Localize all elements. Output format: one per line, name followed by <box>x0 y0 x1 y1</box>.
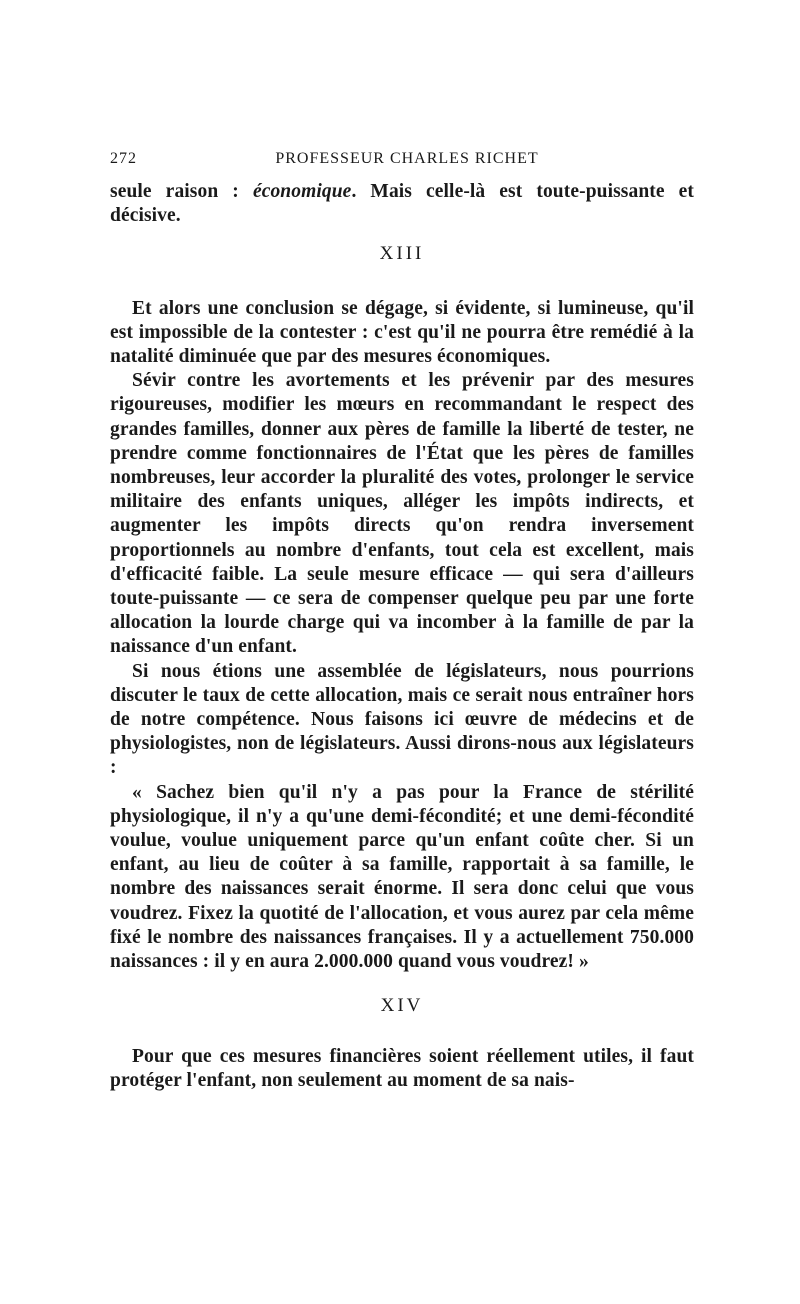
opening-text-after-italic: . Mais celle-là est toute-puissante et décisive. <box>110 181 694 227</box>
paragraph: Si nous étions une assemblée de législateurs, nous pourrions discuter le taux de cette allocation, mais ce serait nous entraîner hors de notre compétence. Nous faisons ici œuvre de médecins et de physiologistes, non de législateurs. Aussi dirons-nous aux législateurs : <box>110 660 694 779</box>
book-page <box>110 150 694 1093</box>
paragraph: Et alors une conclusion se dégage, si évidente, si lumineuse, qu'il est impossible de la contester : c'est qu'il ne pourra être remédié à la natalité diminuée que par des mesures économiques. <box>110 297 694 368</box>
page-header <box>110 150 694 180</box>
opening-text-before-italic: seule raison : <box>110 181 253 202</box>
section-heading-xiv: XIV <box>380 995 424 1017</box>
quotation-paragraph: « Sachez bien qu'il n'y a pas pour la France de stérilité physiologique, il n'y a qu'une demi-fécondité; et une demi-fécondité voulue, voulue uniquement parce qu'un enfant coûte cher. Si un enfant, au lieu de coûter à sa famille, rapportait à sa famille, le nombre des naissances serait énorme. Il sera donc celui que vous voudrez. Fixez la quotité de l'allocation, et vous aurez par cela même fixé le nombre des naissances françaises. Il y a actuellement 750.000 naissances : il y en aura 2.000.000 quand vous voudrez! » <box>110 781 694 973</box>
opening-italic-word: économique <box>252 181 352 202</box>
body-text <box>110 180 694 1093</box>
page-number: 272 <box>110 150 137 167</box>
running-head: PROFESSEUR CHARLES RICHET <box>275 150 539 167</box>
paragraph: Sévir contre les avortements et les prévenir par des mesures rigoureuses, modifier les mœurs en recommandant le respect des grandes familles, donner aux pères de famille la liberté de tester, ne prendre comme fonctionnaires de l'État que les pères de familles nombreuses, leur accorder la pluralité des votes, prolonger le service militaire des enfants uniques, alléger les impôts indirects, et augmenter les impôts directs qu'on rendra inversement proportionnels au nombre d'enfants, tout cela est excellent, mais d'efficacité faible. La seule mesure efficace — qui sera d'ailleurs toute-puissante — ce sera de compenser quelque peu par une forte allocation la lourde charge qui va incomber à la famille de par la naissance d'un enfant. <box>110 370 694 658</box>
section-heading-xiii: XIII <box>379 243 425 265</box>
opening-paragraph <box>110 180 694 228</box>
paragraph: Pour que ces mesures financières soient réellement utiles, il faut protéger l'enfant, non seulement au moment de sa nais- <box>110 1045 694 1091</box>
